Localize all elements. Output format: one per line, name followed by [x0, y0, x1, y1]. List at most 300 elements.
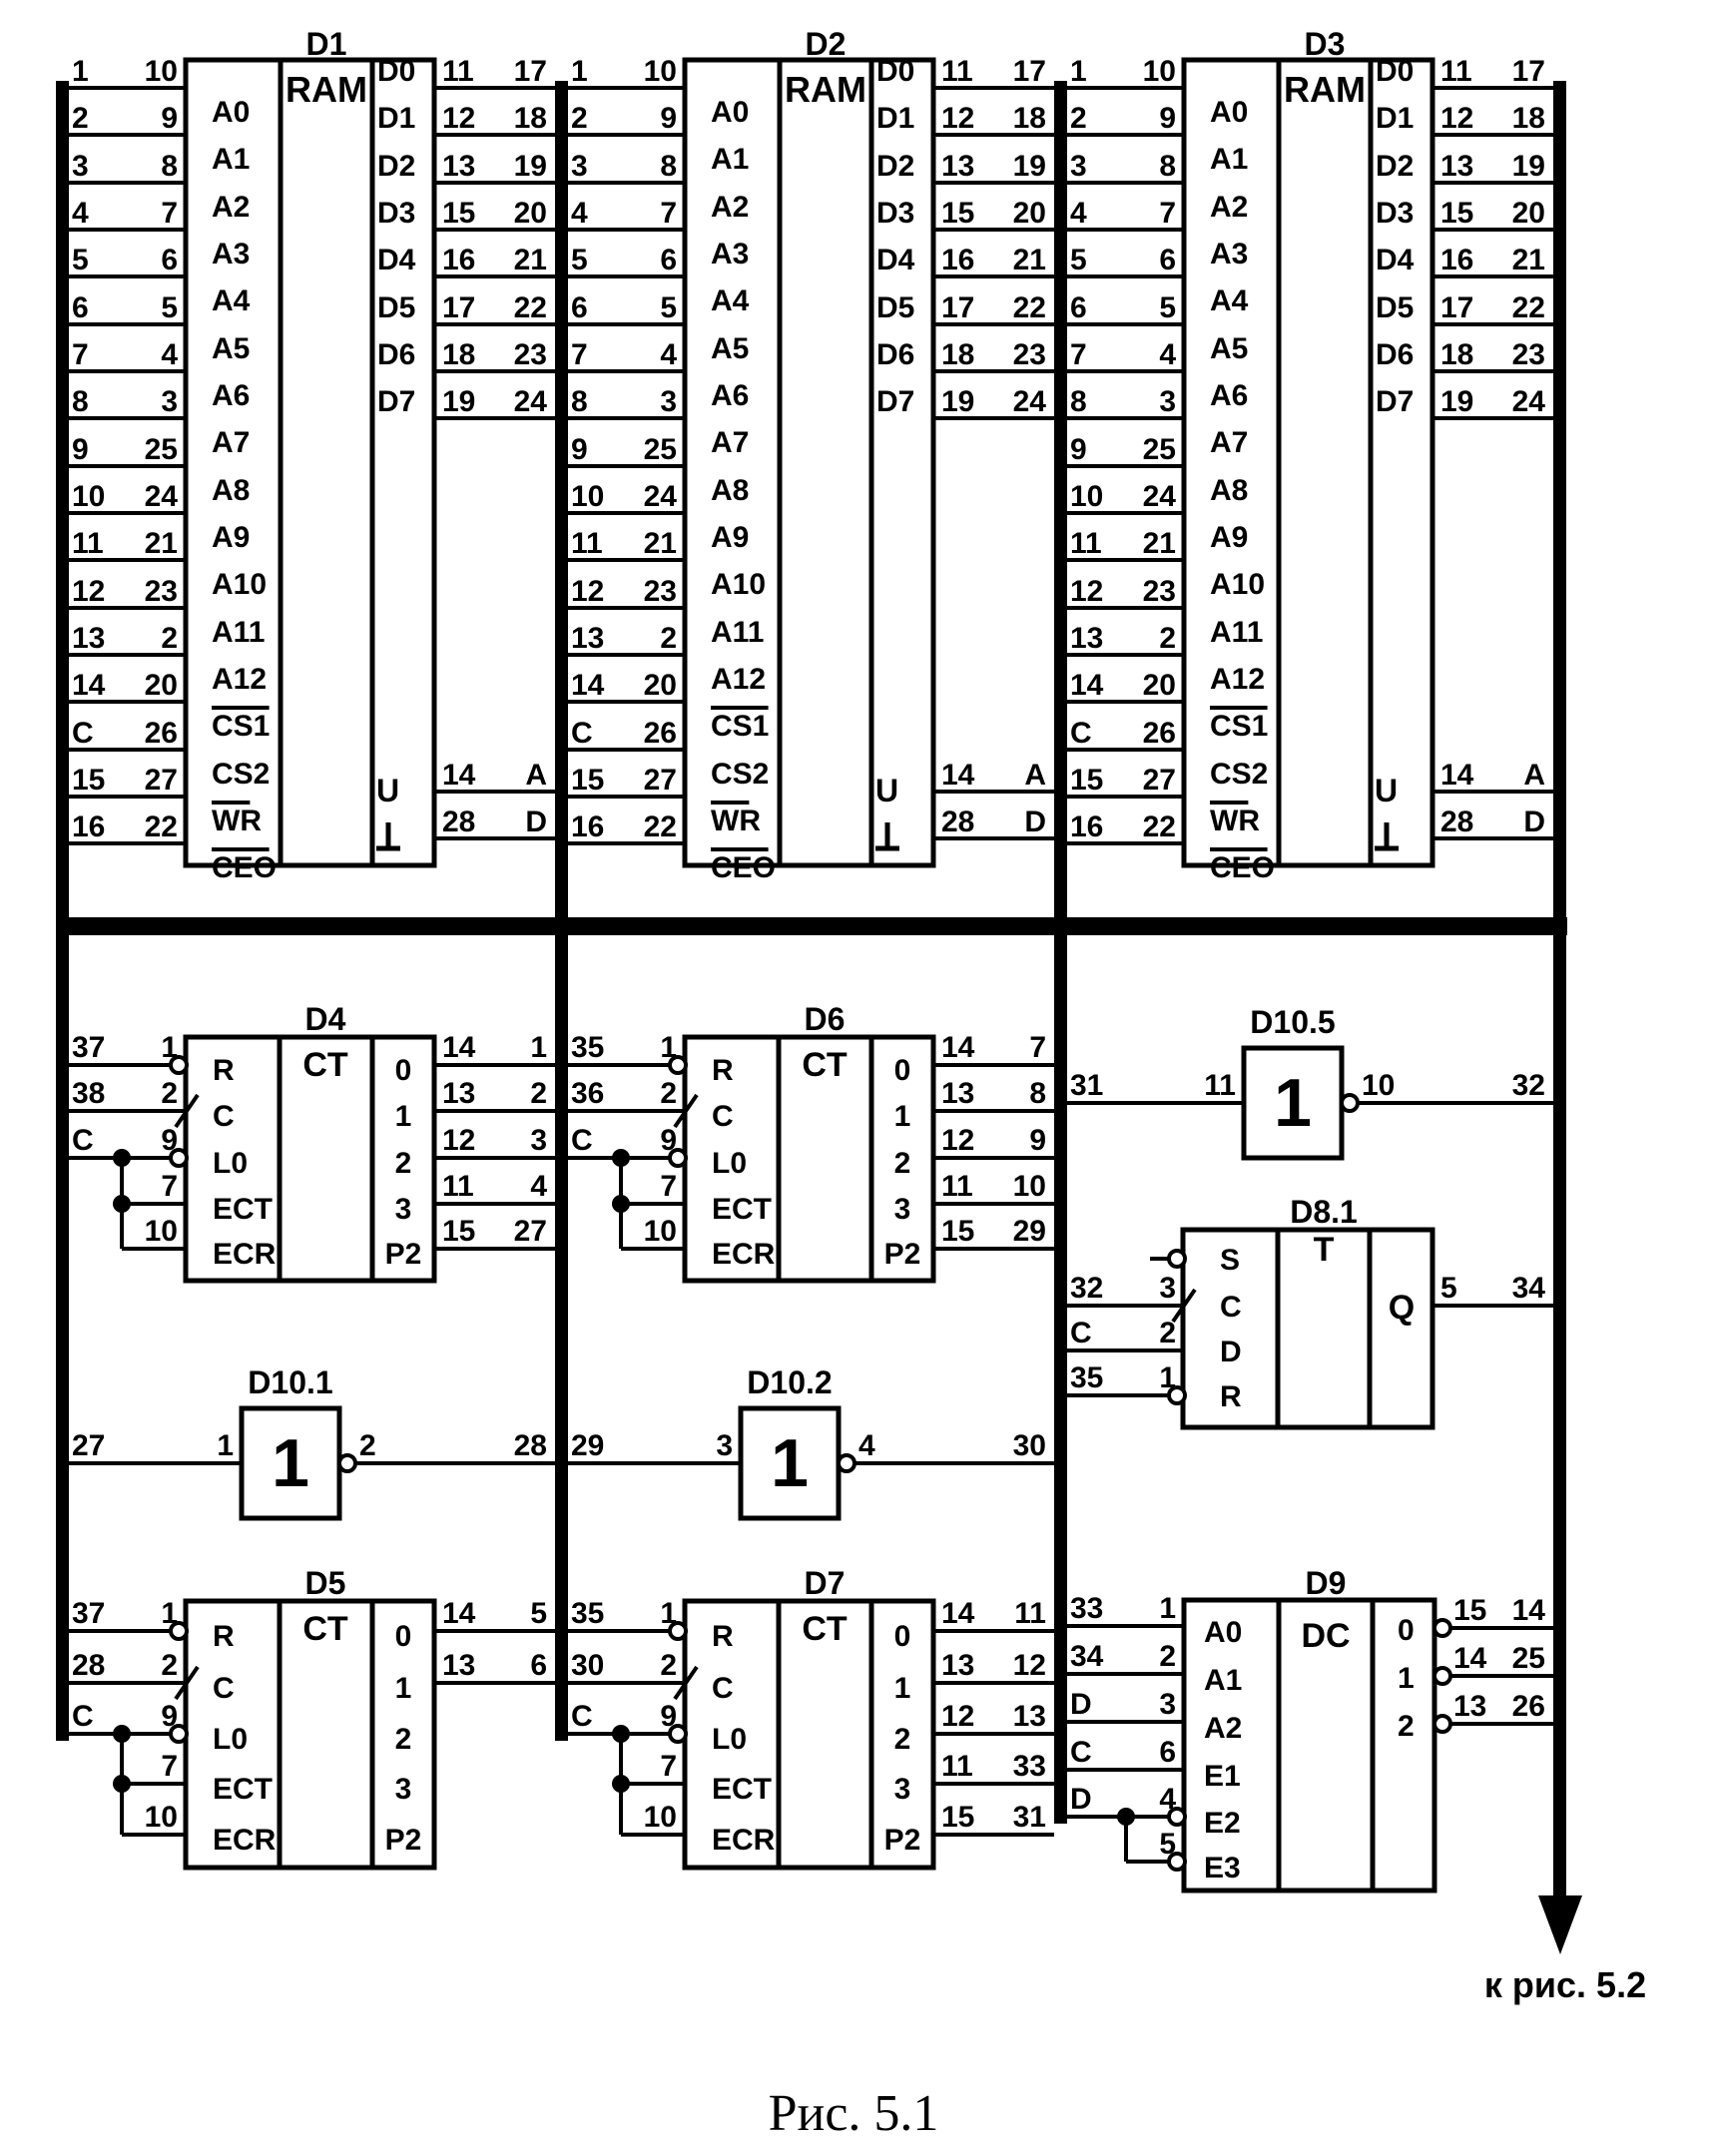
- pin-number: 10: [144, 1215, 178, 1248]
- pin-number: 25: [1142, 433, 1176, 466]
- signal-label: D3: [876, 197, 915, 230]
- pin-number: 3: [716, 1429, 733, 1462]
- net-number: 16: [571, 810, 605, 843]
- power-label: U: [1375, 773, 1399, 808]
- net-number: 5: [571, 244, 588, 276]
- net-number: C: [72, 1700, 94, 1733]
- net-number: 6: [72, 291, 89, 324]
- net-number: 37: [72, 1031, 106, 1064]
- net-number: 21: [1511, 244, 1545, 276]
- net-number: 31: [1070, 1069, 1104, 1102]
- pin-number: 14: [442, 1031, 476, 1064]
- net-number: 6: [1070, 291, 1087, 324]
- pin-number: 13: [941, 1077, 975, 1110]
- pin-number: 5: [1159, 291, 1176, 324]
- net-number: 10: [72, 480, 106, 513]
- net-number: 6: [530, 1649, 547, 1682]
- signal-label: D: [1220, 1336, 1242, 1368]
- net-number: 32: [1511, 1069, 1545, 1102]
- signal-label: A5: [1210, 332, 1249, 365]
- chip-title: D10.5: [1250, 1004, 1336, 1040]
- net-number: 1: [571, 55, 588, 88]
- inversion-bubble: [1342, 1095, 1358, 1111]
- net-number: 9: [1029, 1124, 1046, 1157]
- signal-label: P2: [384, 1824, 422, 1857]
- signal-label: S: [1220, 1244, 1241, 1277]
- pin-number: 16: [941, 244, 975, 276]
- net-number: C: [571, 717, 593, 750]
- signal-label: WR: [212, 805, 262, 837]
- chip-type-label: CT: [802, 1610, 848, 1648]
- net-number: 33: [1070, 1592, 1104, 1625]
- chip-title: D7: [804, 1565, 846, 1601]
- signal-label: D5: [1376, 291, 1415, 324]
- pin-number: 14: [1440, 759, 1474, 792]
- signal-label: A7: [1210, 426, 1249, 459]
- net-number: 20: [513, 197, 547, 230]
- signal-label: D4: [876, 244, 915, 276]
- chip-type-label: DC: [1301, 1617, 1351, 1655]
- pin-number: 20: [144, 669, 178, 702]
- pin-number: 19: [941, 385, 975, 418]
- inverter-symbol: 1: [1274, 1065, 1312, 1141]
- signal-label: A12: [212, 663, 268, 696]
- pin-number: 4: [858, 1429, 875, 1462]
- net-number: 3: [72, 150, 89, 183]
- signal-label: A2: [1210, 191, 1249, 224]
- net-number: 24: [1511, 385, 1545, 418]
- net-number: D: [1070, 1688, 1092, 1721]
- net-number: 19: [1012, 150, 1046, 183]
- signal-label: C: [213, 1672, 235, 1705]
- signal-label: ECR: [712, 1824, 776, 1857]
- signal-label: D3: [377, 197, 416, 230]
- net-number: 12: [1012, 1649, 1046, 1682]
- pin-number: 26: [144, 717, 178, 750]
- signal-label: 0: [394, 1054, 412, 1087]
- pin-number: 3: [161, 385, 178, 418]
- signal-label: CS2: [1210, 758, 1269, 791]
- net-number: 22: [1511, 291, 1545, 324]
- net-number: 10: [571, 480, 605, 513]
- pin-number: 25: [144, 433, 178, 466]
- pin-number: 8: [1159, 150, 1176, 183]
- pin-number: 6: [660, 244, 677, 276]
- signal-label: ECT: [213, 1773, 273, 1806]
- net-number: 30: [1012, 1429, 1046, 1462]
- bus-line-3: [1054, 81, 1067, 1824]
- signal-label: A0: [1204, 1616, 1243, 1649]
- signal-label: CEO: [212, 851, 278, 884]
- pin-number: 5: [660, 291, 677, 324]
- pin-number: 15: [442, 1215, 476, 1248]
- signal-label: A9: [711, 521, 750, 554]
- pin-number: 10: [643, 1801, 677, 1834]
- signal-label: A6: [711, 379, 750, 412]
- pin-number: 16: [442, 244, 476, 276]
- net-number: D: [525, 806, 547, 838]
- pin-number: 2: [660, 1077, 677, 1110]
- signal-label: 0: [893, 1620, 911, 1653]
- inversion-bubble: [339, 1455, 355, 1471]
- net-number: 10: [1070, 480, 1104, 513]
- signal-label: D0: [1376, 55, 1415, 88]
- pin-number: 8: [660, 150, 677, 183]
- net-number: 19: [513, 150, 547, 183]
- signal-label: L0: [712, 1147, 748, 1180]
- section-divider: [56, 917, 1567, 935]
- net-number: A: [1523, 759, 1545, 792]
- pin-number: 25: [643, 433, 677, 466]
- pin-number: 6: [1159, 244, 1176, 276]
- chip-title: D6: [804, 1001, 846, 1037]
- net-number: 31: [1012, 1801, 1046, 1834]
- signal-label: D6: [1376, 338, 1415, 371]
- pin-number: 7: [1159, 197, 1176, 230]
- bus-line-1: [56, 81, 69, 1741]
- pin-number: 5: [161, 291, 178, 324]
- pin-number: 19: [442, 385, 476, 418]
- signal-label: A7: [711, 426, 750, 459]
- chip-title: D1: [305, 26, 347, 62]
- pin-number: 2: [660, 1649, 677, 1682]
- chip-title: D10.2: [747, 1364, 833, 1400]
- net-number: 12: [571, 575, 605, 608]
- pin-number: 15: [1453, 1594, 1487, 1627]
- net-number: 11: [1014, 1597, 1046, 1630]
- pin-number: 2: [161, 1649, 178, 1682]
- pin-number: 7: [161, 1170, 178, 1203]
- pin-number: 17: [1440, 291, 1474, 324]
- chip-type-label: RAM: [785, 69, 866, 110]
- net-number: 15: [571, 764, 605, 797]
- signal-label: A2: [1204, 1712, 1243, 1745]
- net-number: 18: [1012, 102, 1046, 135]
- net-number: 35: [571, 1597, 605, 1630]
- net-number: 5: [530, 1597, 547, 1630]
- pin-number: 14: [941, 759, 975, 792]
- pin-number: 10: [1362, 1069, 1396, 1102]
- signal-label: E2: [1204, 1807, 1241, 1840]
- pin-number: 9: [660, 1700, 677, 1733]
- signal-label: D1: [1376, 102, 1415, 135]
- signal-label: 3: [394, 1773, 412, 1806]
- signal-label: 3: [893, 1773, 911, 1806]
- signal-label: A3: [212, 238, 251, 270]
- chip-title: D10.1: [248, 1364, 333, 1400]
- pin-number: 2: [161, 622, 178, 655]
- inversion-bubble: [839, 1455, 855, 1471]
- chip-title: D2: [805, 26, 847, 62]
- pin-number: 5: [1159, 1828, 1176, 1861]
- net-number: 1: [72, 55, 89, 88]
- pin-number: 15: [941, 197, 975, 230]
- net-number: C: [1070, 1736, 1092, 1769]
- signal-label: ECR: [213, 1238, 277, 1271]
- chip-title: D9: [1305, 1565, 1347, 1601]
- pin-number: 9: [161, 1700, 178, 1733]
- signal-label: CS2: [711, 758, 770, 791]
- pin-number: 22: [1142, 810, 1176, 843]
- net-number: 19: [1511, 150, 1545, 183]
- net-number: 23: [513, 338, 547, 371]
- inversion-bubble: [1434, 1668, 1450, 1684]
- signal-label: Q: [1388, 1289, 1416, 1327]
- net-number: 3: [571, 150, 588, 183]
- signal-label: A12: [711, 663, 767, 696]
- net-number: 14: [1511, 1594, 1545, 1627]
- net-number: 27: [72, 1429, 106, 1462]
- pin-number: 26: [643, 717, 677, 750]
- chip-title: D8.1: [1290, 1194, 1358, 1230]
- net-number: 11: [72, 527, 104, 560]
- net-number: 4: [72, 197, 89, 230]
- signal-label: D2: [377, 150, 416, 183]
- pin-number: 11: [1440, 55, 1472, 88]
- net-number: 9: [1070, 433, 1087, 466]
- net-number: 24: [513, 385, 547, 418]
- net-number: C: [72, 1124, 94, 1157]
- pin-number: 7: [161, 197, 178, 230]
- net-number: 2: [571, 102, 588, 135]
- pin-number: 14: [941, 1597, 975, 1630]
- net-number: 30: [571, 1649, 605, 1682]
- signal-label: R: [712, 1054, 734, 1087]
- pin-number: 12: [941, 1124, 975, 1157]
- signal-label: 1: [893, 1100, 911, 1133]
- inversion-bubble: [1169, 1251, 1185, 1267]
- signal-label: A9: [212, 521, 251, 554]
- pin-number: 12: [442, 1124, 476, 1157]
- net-number: 27: [513, 1215, 547, 1248]
- pin-number: 4: [660, 338, 677, 371]
- net-number: 14: [571, 669, 605, 702]
- pin-number: 20: [643, 669, 677, 702]
- pin-number: 7: [660, 197, 677, 230]
- signal-label: A5: [212, 332, 251, 365]
- signal-label: 0: [394, 1620, 412, 1653]
- pin-number: 14: [442, 1597, 476, 1630]
- chip-type-label: RAM: [285, 69, 367, 110]
- signal-label: D4: [377, 244, 416, 276]
- net-number: 32: [1070, 1272, 1104, 1305]
- signal-label: R: [1220, 1380, 1242, 1413]
- pin-number: 9: [660, 1124, 677, 1157]
- pin-number: 11: [442, 55, 474, 88]
- net-number: 34: [1070, 1640, 1104, 1673]
- signal-label: R: [213, 1620, 235, 1653]
- pin-number: 13: [1440, 150, 1474, 183]
- pin-number: 21: [643, 527, 677, 560]
- net-number: 8: [72, 385, 89, 418]
- signal-label: D6: [876, 338, 915, 371]
- net-number: 14: [72, 669, 106, 702]
- pin-number: 20: [1142, 669, 1176, 702]
- inverter-symbol: 1: [771, 1425, 809, 1501]
- net-number: 4: [1070, 197, 1087, 230]
- signal-label: D1: [876, 102, 915, 135]
- net-number: C: [72, 717, 94, 750]
- net-number: 36: [571, 1077, 605, 1110]
- signal-label: D0: [876, 55, 915, 88]
- chip-title: D3: [1304, 26, 1346, 62]
- pin-number: 10: [144, 55, 178, 88]
- signal-label: WR: [1210, 805, 1260, 837]
- net-number: 17: [1511, 55, 1545, 88]
- chip-type-label: T: [1313, 1231, 1335, 1269]
- bus-line-4: [1553, 81, 1566, 1895]
- net-number: 7: [1029, 1031, 1046, 1064]
- signal-label: P2: [883, 1238, 921, 1271]
- signal-label: CS1: [711, 710, 770, 743]
- net-number: A: [1024, 759, 1046, 792]
- signal-label: A6: [1210, 379, 1249, 412]
- pin-number: 2: [161, 1077, 178, 1110]
- pin-number: 11: [442, 1170, 474, 1203]
- pin-number: 14: [1453, 1642, 1487, 1675]
- pin-number: 12: [442, 102, 476, 135]
- net-number: 3: [1070, 150, 1087, 183]
- signal-label: D5: [876, 291, 915, 324]
- signal-label: A3: [1210, 238, 1249, 270]
- pin-number: 17: [941, 291, 975, 324]
- pin-number: 19: [1440, 385, 1474, 418]
- net-number: 35: [1070, 1361, 1104, 1394]
- signal-label: C: [213, 1100, 235, 1133]
- net-number: D: [1523, 806, 1545, 838]
- pin-number: 28: [1440, 806, 1474, 838]
- net-number: 4: [530, 1170, 547, 1203]
- pin-number: 28: [941, 806, 975, 838]
- net-number: 2: [1070, 102, 1087, 135]
- pin-number: 7: [161, 1750, 178, 1783]
- net-number: C: [571, 1124, 593, 1157]
- signal-label: A1: [1210, 143, 1249, 176]
- signal-label: A0: [212, 96, 251, 129]
- pin-number: 13: [442, 1077, 476, 1110]
- inversion-bubble: [1434, 1716, 1450, 1732]
- net-number: 11: [571, 527, 603, 560]
- signal-label: 1: [394, 1672, 412, 1705]
- net-number: A: [525, 759, 547, 792]
- signal-label: A4: [711, 284, 750, 317]
- signal-label: A1: [711, 143, 750, 176]
- signal-label: L0: [213, 1147, 249, 1180]
- net-number: 28: [72, 1649, 106, 1682]
- signal-label: 1: [394, 1100, 412, 1133]
- pin-number: 9: [161, 1124, 178, 1157]
- signal-label: A10: [711, 568, 767, 601]
- signal-label: R: [712, 1620, 734, 1653]
- signal-label: A12: [1210, 663, 1266, 696]
- signal-label: A4: [212, 284, 251, 317]
- pin-number: 22: [144, 810, 178, 843]
- net-number: 12: [1070, 575, 1104, 608]
- signal-label: 2: [1398, 1710, 1415, 1743]
- pin-number: 7: [660, 1750, 677, 1783]
- chip-type-label: RAM: [1284, 69, 1366, 110]
- signal-label: P2: [883, 1824, 921, 1857]
- signal-label: D3: [1376, 197, 1415, 230]
- net-number: 23: [1012, 338, 1046, 371]
- pin-number: 16: [1440, 244, 1474, 276]
- chip-title: D4: [304, 1001, 346, 1037]
- signal-label: CEO: [711, 851, 777, 884]
- pin-number: 10: [1142, 55, 1176, 88]
- net-number: 5: [1070, 244, 1087, 276]
- signal-label: C: [712, 1672, 734, 1705]
- signal-label: D1: [377, 102, 416, 135]
- net-number: C: [571, 1700, 593, 1733]
- signal-label: D5: [377, 291, 416, 324]
- net-number: 16: [1070, 810, 1104, 843]
- signal-label: A4: [1210, 284, 1249, 317]
- net-number: 13: [1070, 622, 1104, 655]
- net-number: 21: [513, 244, 547, 276]
- net-number: D: [1024, 806, 1046, 838]
- net-number: 25: [1511, 1642, 1545, 1675]
- signal-label: 2: [893, 1723, 911, 1756]
- pin-number: 10: [643, 55, 677, 88]
- pin-number: 21: [144, 527, 178, 560]
- net-number: 1: [1070, 55, 1087, 88]
- pin-number: 22: [643, 810, 677, 843]
- signal-label: R: [213, 1054, 235, 1087]
- pin-number: 14: [442, 759, 476, 792]
- signal-label: ECR: [213, 1824, 277, 1857]
- net-number: D: [1070, 1783, 1092, 1816]
- pin-number: 18: [1440, 338, 1474, 371]
- signal-label: A2: [212, 191, 251, 224]
- pin-number: 3: [1159, 385, 1176, 418]
- net-number: 13: [1012, 1700, 1046, 1733]
- pin-number: 21: [1142, 527, 1176, 560]
- net-number: 17: [513, 55, 547, 88]
- pin-number: 4: [1159, 338, 1176, 371]
- net-number: 21: [1012, 244, 1046, 276]
- bus-line-2: [555, 81, 568, 1741]
- net-number: 3: [530, 1124, 547, 1157]
- pin-number: 27: [643, 764, 677, 797]
- pin-number: 13: [442, 150, 476, 183]
- signal-label: 0: [1398, 1614, 1415, 1647]
- signal-label: D7: [1376, 385, 1415, 418]
- signal-label: 2: [394, 1147, 412, 1180]
- pin-number: 1: [161, 1597, 178, 1630]
- net-number: 22: [513, 291, 547, 324]
- chip-type-label: CT: [302, 1046, 348, 1084]
- signal-label: A10: [212, 568, 268, 601]
- net-number: 28: [513, 1429, 547, 1462]
- signal-label: 2: [893, 1147, 911, 1180]
- net-number: 10: [1012, 1170, 1046, 1203]
- net-number: 23: [1511, 338, 1545, 371]
- pin-number: 12: [1440, 102, 1474, 135]
- net-number: 16: [72, 810, 106, 843]
- signal-label: 2: [394, 1723, 412, 1756]
- signal-label: D4: [1376, 244, 1415, 276]
- figure-caption: Рис. 5.1: [768, 2085, 939, 2142]
- pin-number: 1: [1159, 1361, 1176, 1394]
- pin-number: 10: [643, 1215, 677, 1248]
- pin-number: 11: [941, 1750, 973, 1783]
- net-number: 18: [513, 102, 547, 135]
- net-number: 2: [72, 102, 89, 135]
- signal-label: A0: [1210, 96, 1249, 129]
- net-number: 38: [72, 1077, 106, 1110]
- net-number: 33: [1012, 1750, 1046, 1783]
- power-label: U: [875, 773, 899, 808]
